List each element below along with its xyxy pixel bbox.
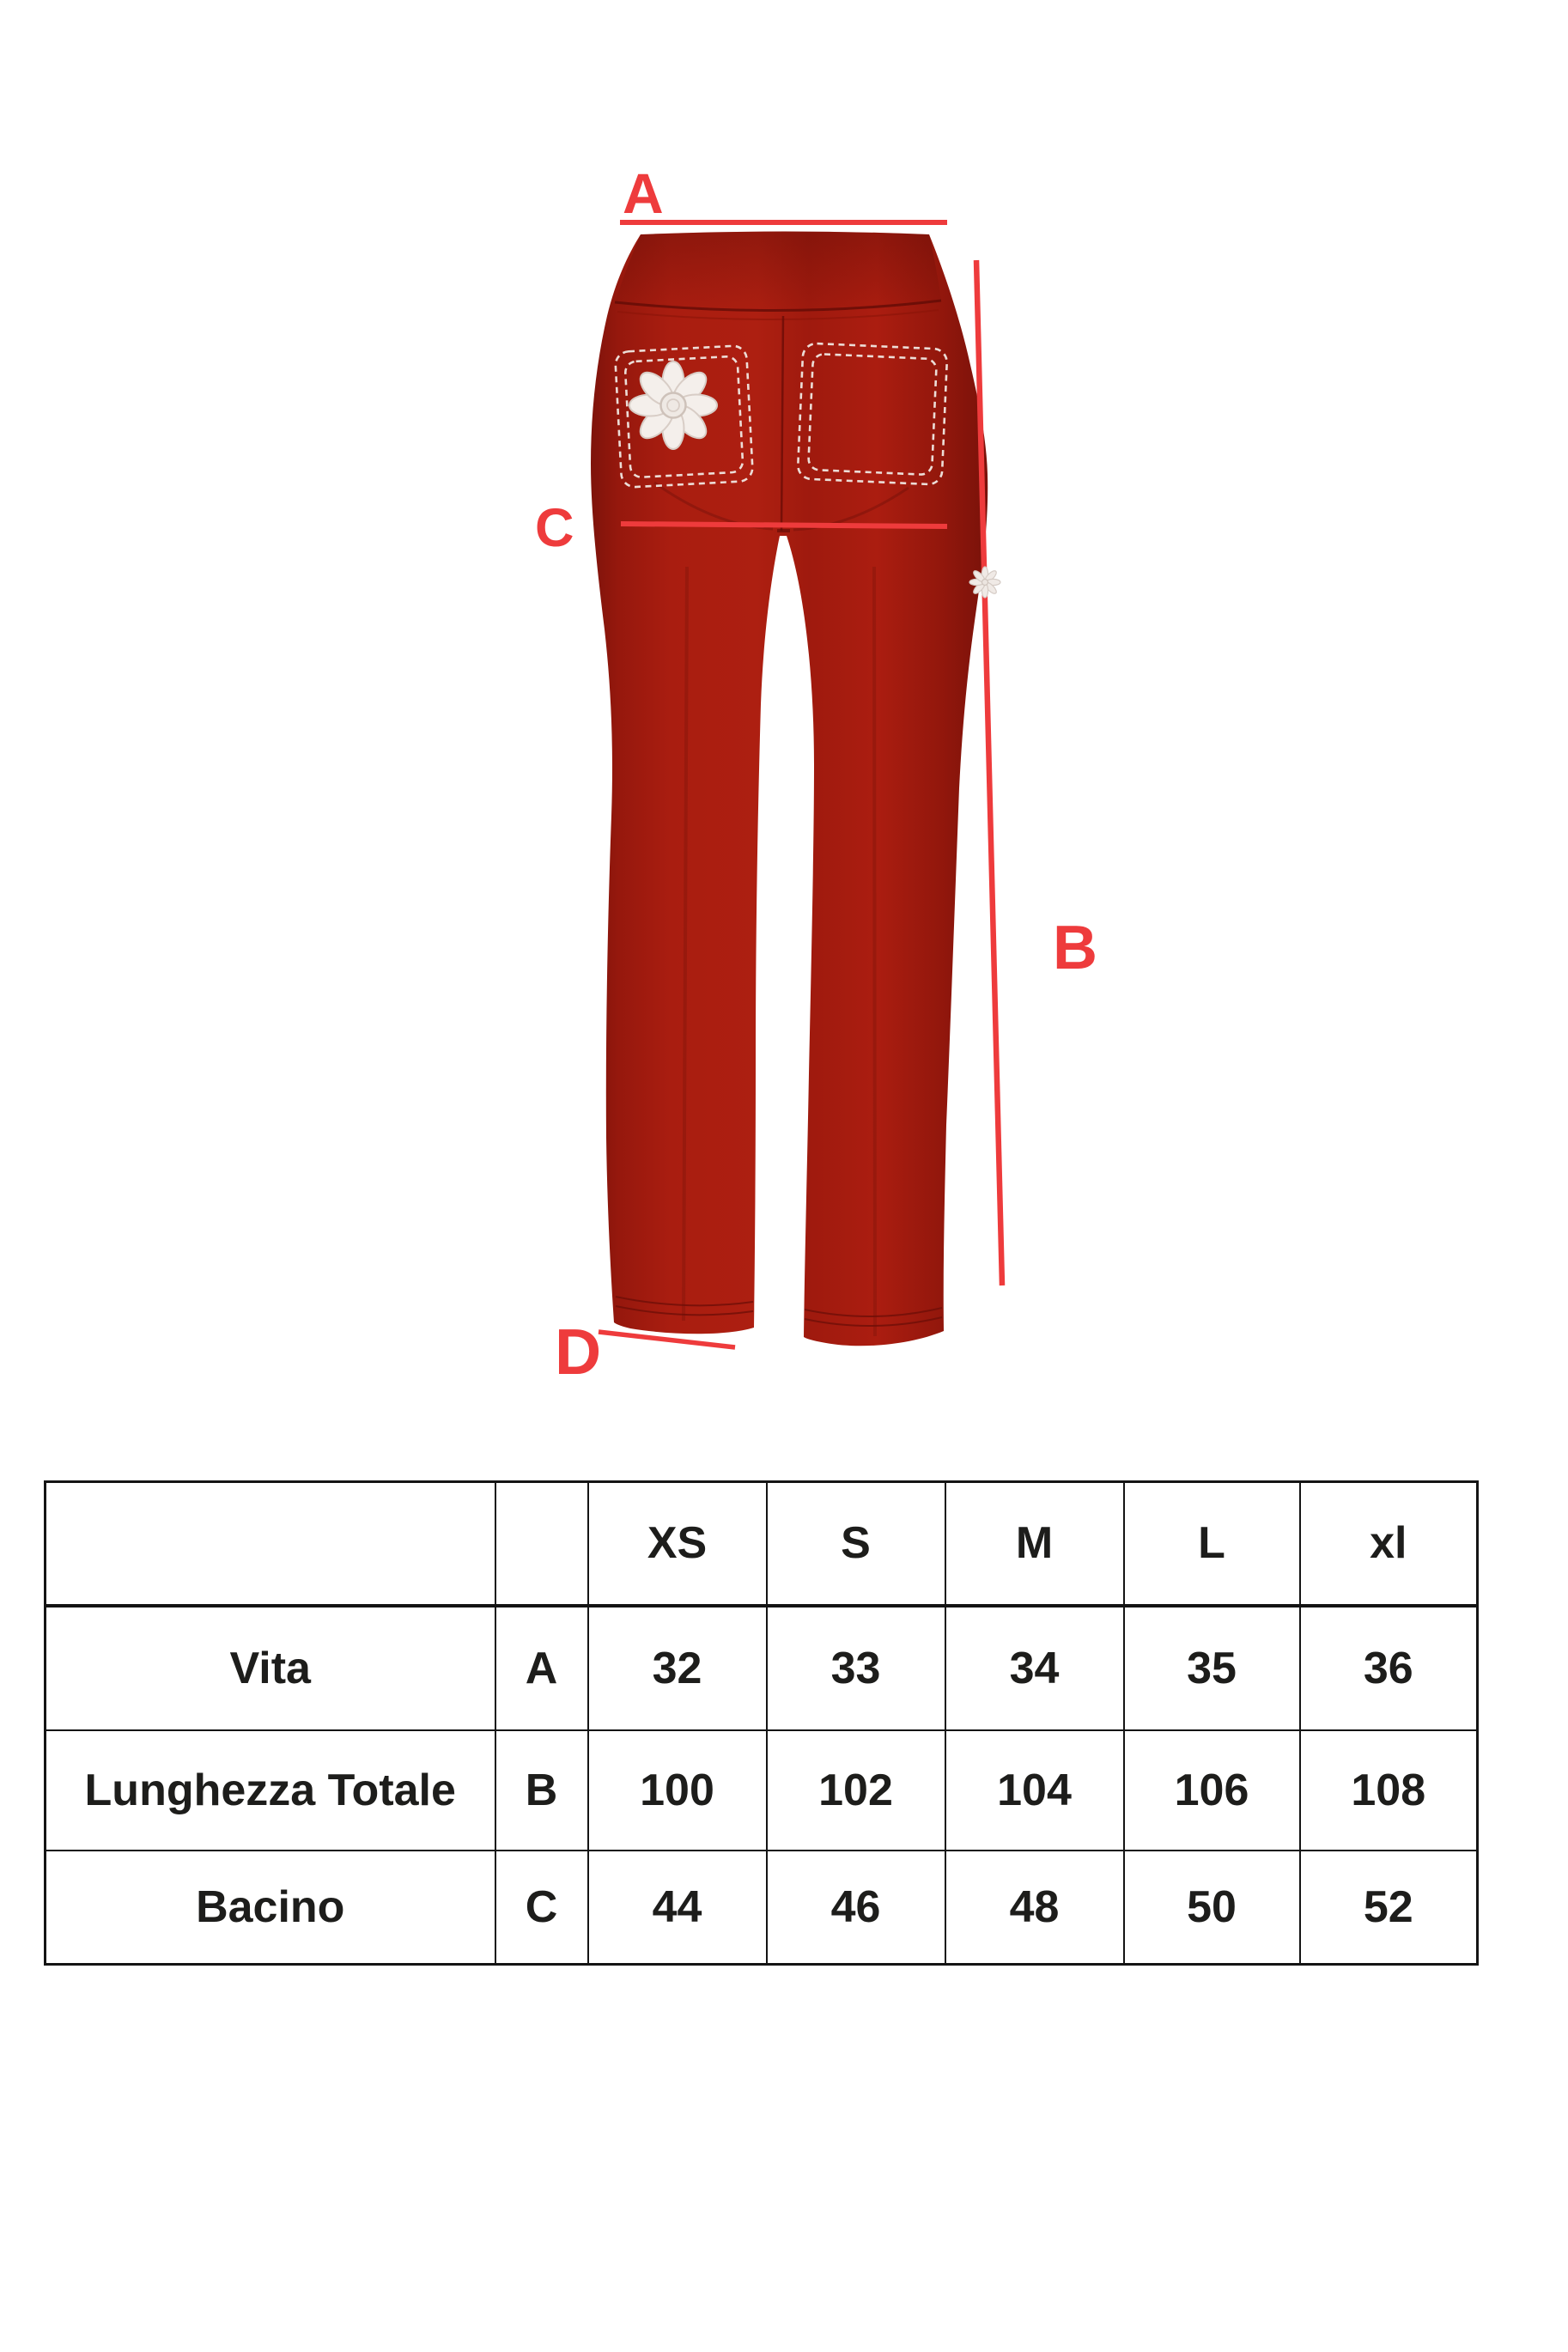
cell-value: 100 [588, 1730, 767, 1851]
cell-value: 108 [1300, 1730, 1478, 1851]
cell-value: 50 [1124, 1851, 1300, 1965]
table-header-row [46, 1482, 1478, 1606]
cell-value: 33 [767, 1606, 945, 1730]
row-letter: A [495, 1606, 588, 1730]
cell-value: 46 [767, 1851, 945, 1965]
cell-value: 52 [1300, 1851, 1478, 1965]
cell-value: 35 [1124, 1606, 1300, 1730]
row-letter: C [495, 1851, 588, 1965]
table-row-bacino [46, 1851, 1478, 1965]
waistband [615, 232, 941, 311]
size-col-header-l: L [1124, 1482, 1300, 1606]
size-col-header-m: M [945, 1482, 1124, 1606]
row-letter: B [495, 1730, 588, 1851]
row-label: Bacino [46, 1851, 495, 1965]
cell-value: 32 [588, 1606, 767, 1730]
measure-line-b [976, 260, 1002, 1285]
measure-label-b: B [1053, 914, 1097, 982]
size-col-header-xs: XS [588, 1482, 767, 1606]
cell-value: 106 [1124, 1730, 1300, 1851]
row-label: Vita [46, 1606, 495, 1730]
measure-label-a: A [623, 161, 664, 225]
daisy-embroidery-icon [629, 362, 717, 449]
right-leg-crease [874, 567, 876, 1336]
cell-value: 102 [767, 1730, 945, 1851]
size-col-header-s: S [767, 1482, 945, 1606]
header-empty-letter [495, 1482, 588, 1606]
size-col-header-xl: xl [1300, 1482, 1478, 1606]
row-label: Lunghezza Totale [46, 1730, 495, 1851]
header-empty-label [46, 1482, 495, 1606]
cell-value: 104 [945, 1730, 1124, 1851]
table-row-vita [46, 1606, 1478, 1730]
measure-line-c [621, 524, 947, 526]
cell-value: 34 [945, 1606, 1124, 1730]
size-table [44, 1480, 1479, 1966]
cell-value: 48 [945, 1851, 1124, 1965]
cell-value: 36 [1300, 1606, 1478, 1730]
table-row-lunghezza-totale [46, 1730, 1478, 1851]
cell-value: 44 [588, 1851, 767, 1965]
sparkle-flower-icon [969, 567, 1000, 598]
measure-label-c: C [535, 498, 574, 558]
measure-line-d [599, 1332, 735, 1347]
measure-label-d: D [555, 1316, 602, 1388]
